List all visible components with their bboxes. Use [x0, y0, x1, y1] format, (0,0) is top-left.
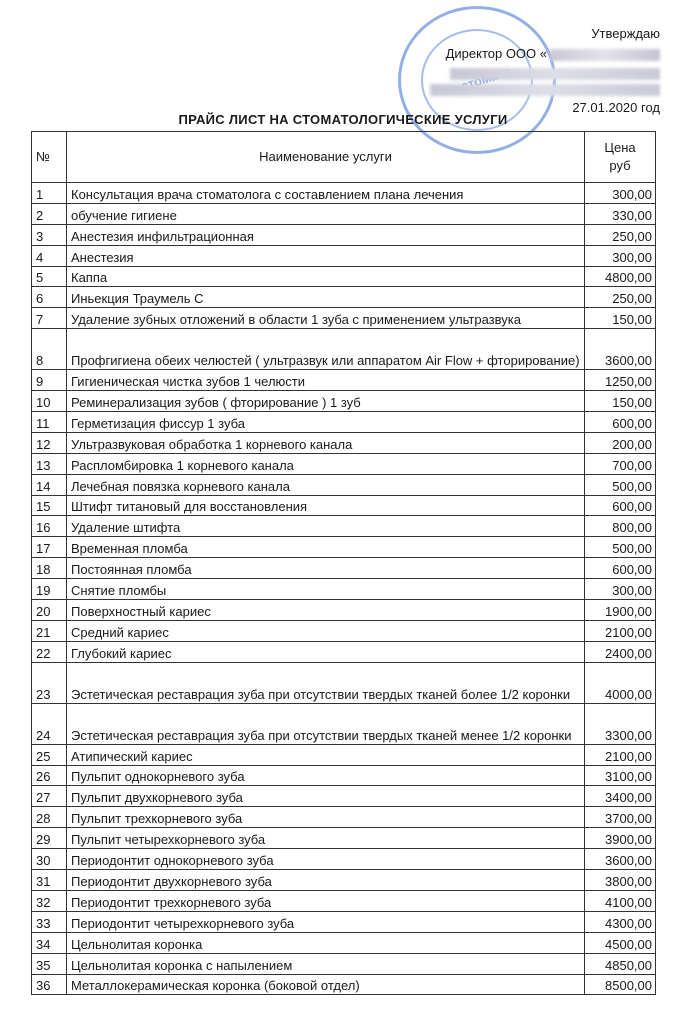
table-row: [32, 641, 656, 662]
table-row: [32, 329, 656, 370]
row-price: 250,00: [585, 224, 656, 245]
row-service-name: Снятие пломбы: [67, 579, 585, 600]
row-number: 11: [32, 412, 67, 433]
row-service-name: Лечебная повязка корневого канала: [67, 474, 585, 495]
row-number: 10: [32, 391, 67, 412]
row-number: 17: [32, 537, 67, 558]
row-price: 330,00: [585, 203, 656, 224]
row-service-name: Периодонтит четырехкорневого зуба: [67, 911, 585, 932]
row-price: 700,00: [585, 453, 656, 474]
row-number: 19: [32, 579, 67, 600]
table-row: [32, 703, 656, 744]
row-number: 33: [32, 911, 67, 932]
table-row: [32, 807, 656, 828]
row-number: 35: [32, 953, 67, 974]
row-number: 8: [32, 329, 67, 370]
row-number: 16: [32, 516, 67, 537]
row-service-name: Эстетическая реставрация зуба при отсутствии твердых тканей более 1/2 коронки: [67, 662, 585, 703]
row-service-name: Глубокий кариес: [67, 641, 585, 662]
row-number: 14: [32, 474, 67, 495]
row-service-name: Пульпит однокорневого зуба: [67, 765, 585, 786]
row-price: 150,00: [585, 391, 656, 412]
table-row: [32, 662, 656, 703]
row-price: 300,00: [585, 579, 656, 600]
table-row: [32, 308, 656, 329]
row-price: 8500,00: [585, 974, 656, 995]
row-service-name: Удаление штифта: [67, 516, 585, 537]
table-row: [32, 828, 656, 849]
row-service-name: Атипический кариес: [67, 744, 585, 765]
row-number: 15: [32, 495, 67, 516]
row-number: 36: [32, 974, 67, 995]
table-row: [32, 849, 656, 870]
row-price: 300,00: [585, 245, 656, 266]
row-price: 600,00: [585, 558, 656, 579]
row-service-name: Постоянная пломба: [67, 558, 585, 579]
redacted-line: [450, 68, 660, 80]
table-row: [32, 620, 656, 641]
row-price: 4000,00: [585, 662, 656, 703]
row-price: 2400,00: [585, 641, 656, 662]
table-row: [32, 932, 656, 953]
table-row: [32, 600, 656, 621]
row-service-name: Распломбировка 1 корневого канала: [67, 453, 585, 474]
table-row: [32, 974, 656, 995]
row-price: 150,00: [585, 308, 656, 329]
row-service-name: Штифт титановый для восстановления: [67, 495, 585, 516]
row-service-name: обучение гигиене: [67, 203, 585, 224]
row-price: 500,00: [585, 474, 656, 495]
table-row: [32, 953, 656, 974]
approval-heading: Утверждаю: [591, 26, 660, 41]
table-row: [32, 890, 656, 911]
row-service-name: Поверхностный кариес: [67, 600, 585, 621]
row-price: 800,00: [585, 516, 656, 537]
table-row: [32, 287, 656, 308]
row-price: 600,00: [585, 412, 656, 433]
approval-date: 27.01.2020 год: [572, 100, 660, 115]
table-row: [32, 432, 656, 453]
row-service-name: Цельнолитая коронка с напылением: [67, 953, 585, 974]
row-number: 6: [32, 287, 67, 308]
table-row: [32, 224, 656, 245]
table-row: [32, 474, 656, 495]
row-price: 600,00: [585, 495, 656, 516]
header-number: №: [32, 132, 67, 183]
row-price: 2100,00: [585, 744, 656, 765]
row-service-name: Средний кариес: [67, 620, 585, 641]
row-price: 4850,00: [585, 953, 656, 974]
row-number: 21: [32, 620, 67, 641]
header-service-name: Наименование услуги: [67, 132, 585, 183]
row-number: 20: [32, 600, 67, 621]
table-row: [32, 245, 656, 266]
table-row: [32, 183, 656, 204]
row-number: 30: [32, 849, 67, 870]
table-row: [32, 870, 656, 891]
row-price: 1900,00: [585, 600, 656, 621]
row-service-name: Периодонтит однокорневого зуба: [67, 849, 585, 870]
row-price: 4800,00: [585, 266, 656, 287]
row-service-name: Анестезия: [67, 245, 585, 266]
table-row: [32, 786, 656, 807]
director-label: Директор ООО «: [445, 46, 547, 61]
row-service-name: Пульпит двухкорневого зуба: [67, 786, 585, 807]
table-row: [32, 911, 656, 932]
row-service-name: Цельнолитая коронка: [67, 932, 585, 953]
row-price: 3100,00: [585, 765, 656, 786]
header-price-line2: руб: [609, 158, 631, 173]
row-service-name: Пульпит четырехкорневого зуба: [67, 828, 585, 849]
row-number: 1: [32, 183, 67, 204]
approval-block: [430, 24, 660, 118]
header-price: [585, 132, 656, 183]
row-number: 27: [32, 786, 67, 807]
row-service-name: Профгигиена обеих челюстей ( ультразвук или аппаратом Air Flow + фторирование): [67, 329, 585, 370]
row-price: 3400,00: [585, 786, 656, 807]
row-number: 32: [32, 890, 67, 911]
redacted-company-name: [550, 49, 660, 61]
table-row: [32, 266, 656, 287]
row-service-name: Гигиеническая чистка зубов 1 челюсти: [67, 370, 585, 391]
row-price: 3600,00: [585, 849, 656, 870]
row-number: 34: [32, 932, 67, 953]
row-service-name: Иньекция Траумель С: [67, 287, 585, 308]
row-price: 3900,00: [585, 828, 656, 849]
row-price: 300,00: [585, 183, 656, 204]
document-title: ПРАЙС ЛИСТ НА СТОМАТОЛОГИЧЕСКИЕ УСЛУГИ: [178, 112, 508, 127]
table-row: [32, 537, 656, 558]
director-line: [430, 44, 660, 64]
row-service-name: Пульпит трехкорневого зуба: [67, 807, 585, 828]
row-service-name: Герметизация фиссур 1 зуба: [67, 412, 585, 433]
row-service-name: Металлокерамическая коронка (боковой отдел): [67, 974, 585, 995]
row-number: 29: [32, 828, 67, 849]
row-service-name: Ультразвуковая обработка 1 корневого канала: [67, 432, 585, 453]
table-row: [32, 516, 656, 537]
row-service-name: Периодонтит трехкорневого зуба: [67, 890, 585, 911]
row-service-name: Удаление зубных отложений в области 1 зуба с применением ультразвука: [67, 308, 585, 329]
row-number: 7: [32, 308, 67, 329]
redacted-signature-line: [430, 84, 660, 96]
row-price: 3700,00: [585, 807, 656, 828]
table-header-row: [32, 132, 656, 183]
row-number: 31: [32, 870, 67, 891]
row-price: 3800,00: [585, 870, 656, 891]
row-price: 3600,00: [585, 329, 656, 370]
row-number: 25: [32, 744, 67, 765]
row-number: 3: [32, 224, 67, 245]
row-number: 13: [32, 453, 67, 474]
row-service-name: Временная пломба: [67, 537, 585, 558]
table-row: [32, 203, 656, 224]
row-service-name: Анестезия инфильтрационная: [67, 224, 585, 245]
header-price-line1: Цена: [604, 140, 636, 155]
price-table-body: [32, 183, 656, 995]
row-price: 4500,00: [585, 932, 656, 953]
row-service-name: Каппа: [67, 266, 585, 287]
row-service-name: Эстетическая реставрация зуба при отсутствии твердых тканей менее 1/2 коронки: [67, 703, 585, 744]
row-number: 5: [32, 266, 67, 287]
row-price: 3300,00: [585, 703, 656, 744]
row-number: 26: [32, 765, 67, 786]
row-number: 12: [32, 432, 67, 453]
row-service-name: Реминерализация зубов ( фторирование ) 1 зуб: [67, 391, 585, 412]
row-number: 9: [32, 370, 67, 391]
row-service-name: Консультация врача стоматолога с составлением плана лечения: [67, 183, 585, 204]
row-price: 250,00: [585, 287, 656, 308]
row-price: 4100,00: [585, 890, 656, 911]
row-price: 200,00: [585, 432, 656, 453]
row-number: 23: [32, 662, 67, 703]
row-number: 24: [32, 703, 67, 744]
table-row: [32, 412, 656, 433]
table-row: [32, 453, 656, 474]
row-price: 4300,00: [585, 911, 656, 932]
table-row: [32, 495, 656, 516]
price-table: [31, 131, 656, 995]
table-row: [32, 370, 656, 391]
table-row: [32, 579, 656, 600]
table-row: [32, 391, 656, 412]
row-service-name: Периодонтит двухкорневого зуба: [67, 870, 585, 891]
row-price: 2100,00: [585, 620, 656, 641]
table-row: [32, 558, 656, 579]
row-price: 500,00: [585, 537, 656, 558]
row-number: 28: [32, 807, 67, 828]
table-row: [32, 744, 656, 765]
row-number: 2: [32, 203, 67, 224]
row-number: 18: [32, 558, 67, 579]
row-number: 4: [32, 245, 67, 266]
row-number: 22: [32, 641, 67, 662]
row-price: 1250,00: [585, 370, 656, 391]
table-row: [32, 765, 656, 786]
